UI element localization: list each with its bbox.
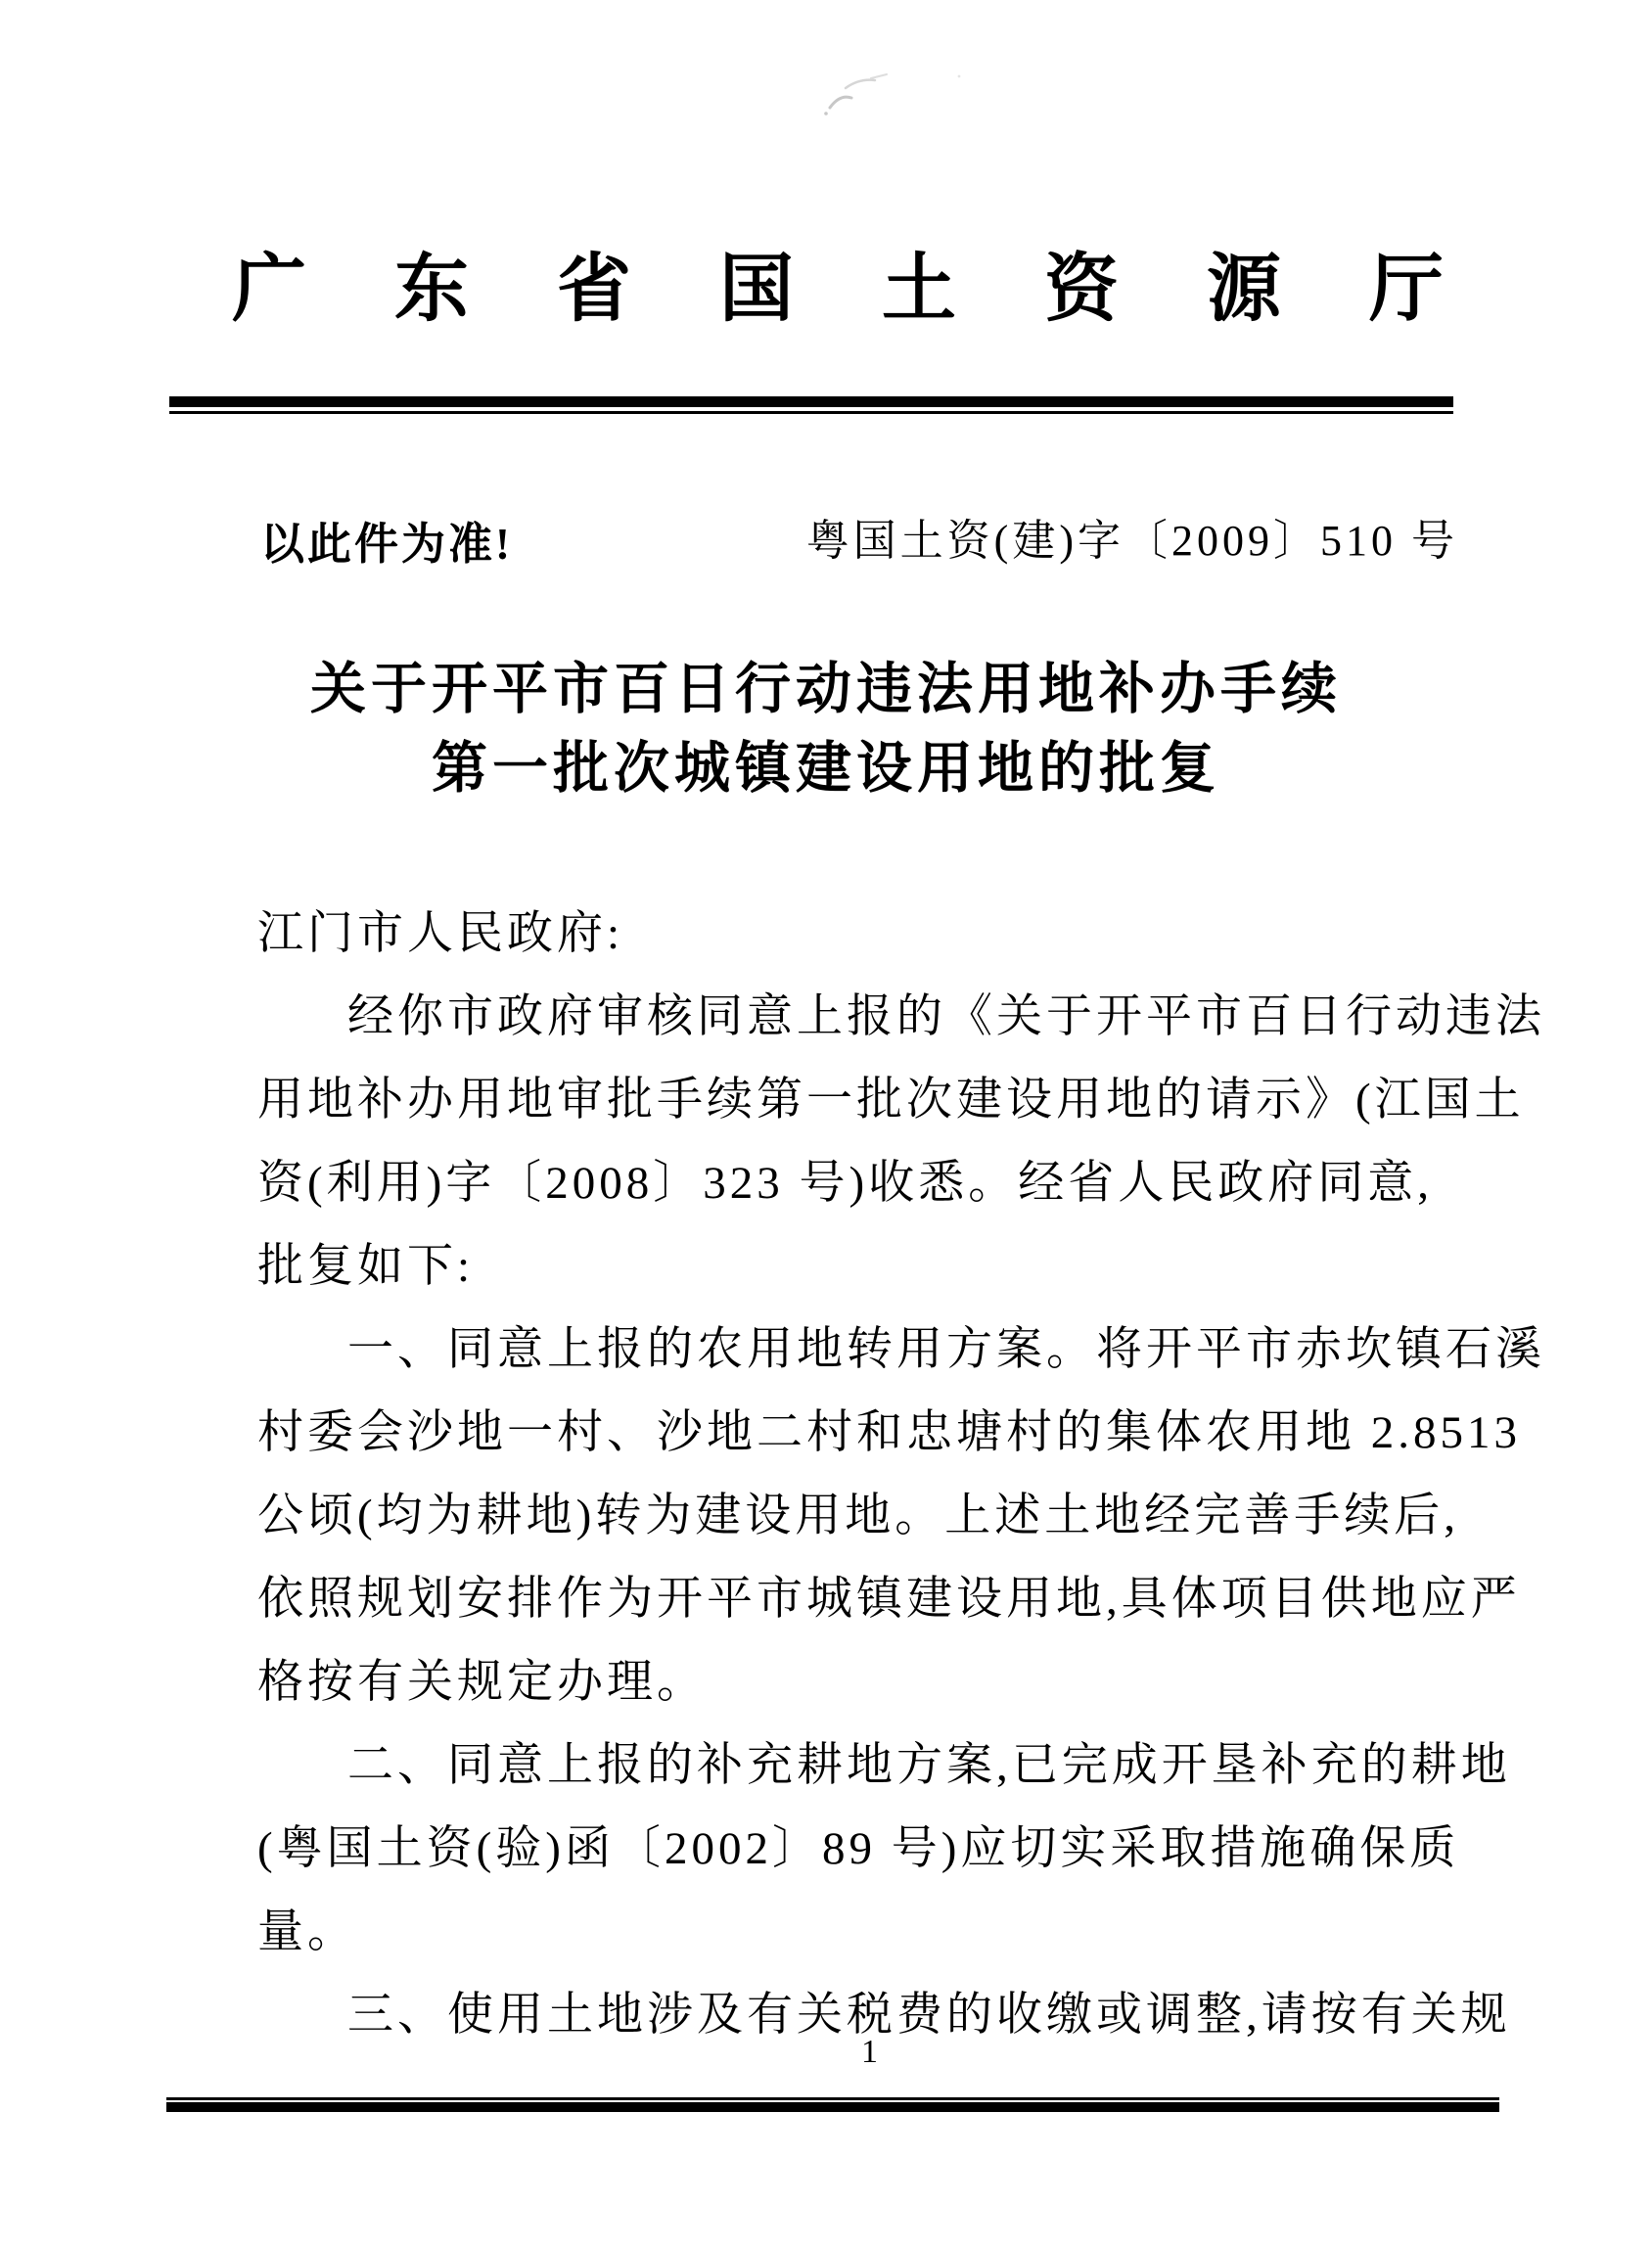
body-line: 用地补办用地审批手续第一批次建设用地的请示》(江国土 [257,1075,1525,1125]
body-line: 村委会沙地一村、沙地二村和忠塘村的集体农用地 2.8513 [257,1407,1521,1458]
document-number: 粤国土资(建)字〔2009〕510 号 [805,517,1458,565]
stamp-note: 以此件为准! [260,520,513,569]
body-line: 公顷(均为耕地)转为建设用地。上述土地经完善手续后, [257,1491,1460,1541]
salutation-line: 江门市人民政府: [257,908,624,959]
body-line: 依照规划安排作为开平市城镇建设用地,具体项目供地应严 [257,1574,1521,1625]
body-line: 量。 [257,1906,357,1957]
body-line: 经你市政府审核同意上报的《关于开平市百日行动违法 [347,991,1545,1042]
body-line: (粤国土资(验)函〔2002〕89 号)应切实采取措施确保质 [257,1823,1460,1874]
body-line: 三、使用土地涉及有关税费的收缴或调整,请按有关规 [347,1990,1511,2041]
document-title-line2: 第一批次城镇建设用地的批复 [432,738,1220,800]
footer-rule-thick [166,2102,1499,2112]
page-number: 1 [861,2034,878,2070]
document-body [257,893,1545,2057]
body-line: 一、同意上报的农用地转用方案。将开平市赤坎镇石溪 [347,1324,1545,1375]
body-line: 批复如下: [257,1241,475,1292]
masthead-rule-thick [169,396,1453,407]
body-line: 资(利用)字〔2008〕323 号)收悉。经省人民政府同意, [257,1158,1433,1209]
agency-title: 广东省国土资源厅 [232,249,1532,331]
footer-rule-thin [166,2097,1499,2100]
document-title-line1: 关于开平市百日行动违法用地补办手续 [310,659,1342,720]
body-line: 二、同意上报的补充耕地方案,已完成开垦补充的耕地 [347,1740,1511,1791]
pencil-scribble-icon [803,67,979,135]
masthead-rule-thin [169,411,1453,414]
body-line: 格按有关规定办理。 [257,1657,707,1708]
